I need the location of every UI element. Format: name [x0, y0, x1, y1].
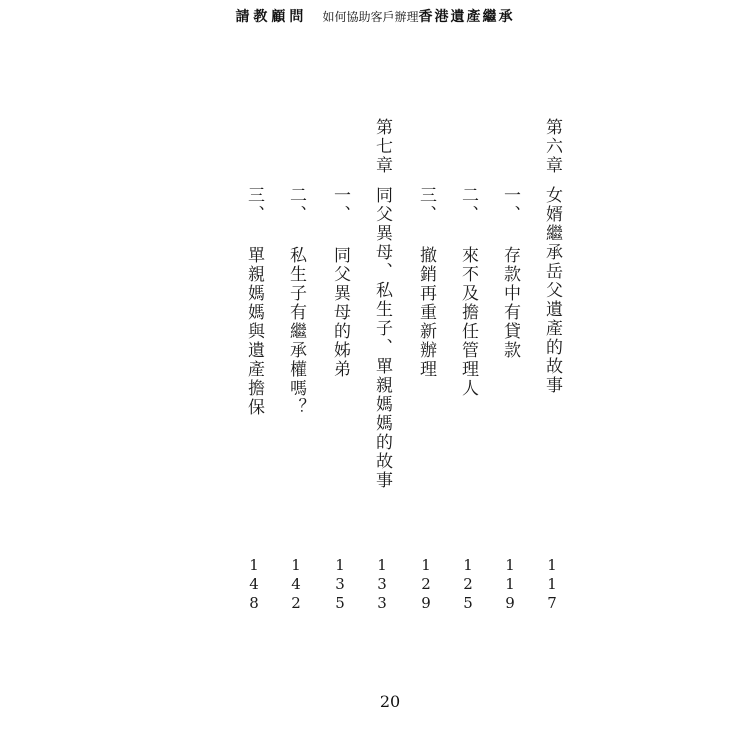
toc-page-number [328, 556, 352, 613]
toc-number: 一、 [330, 186, 350, 224]
running-header [0, 6, 750, 26]
toc-number: 第七章 [372, 118, 392, 175]
toc-section [456, 118, 480, 618]
toc-number: 第六章 [542, 118, 562, 175]
page-digit: 4 [291, 575, 301, 593]
page-digit: 2 [421, 575, 431, 593]
toc-title: 來不及擔任管理人 [458, 246, 478, 398]
toc-title: 單親媽媽與遺產擔保 [244, 246, 264, 417]
page-digit: 1 [377, 556, 387, 574]
toc-page-number [242, 556, 266, 613]
page-digit: 3 [335, 575, 345, 593]
toc-title: 女婿繼承岳父遺產的故事 [542, 186, 562, 395]
page-digit: 3 [377, 594, 387, 612]
toc-section [414, 118, 438, 618]
header-title: 香港遺產繼承 [418, 9, 515, 25]
page-number: 20 [379, 692, 401, 711]
toc-title: 撤銷再重新辦理 [416, 246, 436, 379]
page-digit: 2 [463, 575, 473, 593]
toc-section [498, 118, 522, 618]
page-digit: 2 [291, 594, 301, 612]
toc-number: 三、 [416, 186, 436, 224]
page-digit: 4 [249, 575, 259, 593]
toc-number: 二、 [286, 186, 306, 224]
toc-title: 同父異母、私生子、單親媽媽的故事 [372, 186, 392, 490]
page-digit: 5 [335, 594, 345, 612]
page-digit: 8 [249, 594, 259, 612]
toc-chapter-6 [540, 118, 564, 618]
toc-page-number [370, 556, 394, 613]
page-digit: 9 [505, 594, 515, 612]
page-digit: 7 [547, 594, 557, 612]
toc-number: 三、 [244, 186, 264, 224]
page-digit: 5 [463, 594, 473, 612]
toc-section [242, 118, 266, 618]
toc-number: 二、 [458, 186, 478, 224]
toc-chapter-7 [370, 118, 394, 618]
toc-page-number [284, 556, 308, 613]
header-brand: 請教顧問 [235, 9, 308, 25]
toc-page-number [540, 556, 564, 613]
header-subtitle: 如何協助客戶辦理 [322, 10, 419, 24]
toc-title: 同父異母的姊弟 [330, 246, 350, 379]
page-digit: 1 [291, 556, 301, 574]
page-digit: 1 [547, 556, 557, 574]
page-digit: 9 [421, 594, 431, 612]
toc-title: 私生子有繼承權嗎？ [286, 246, 306, 417]
toc-page-number [414, 556, 438, 613]
page-digit: 1 [547, 575, 557, 593]
toc-number: 一、 [500, 186, 520, 224]
toc-section [284, 118, 308, 618]
toc-page-number [456, 556, 480, 613]
page-digit: 1 [249, 556, 259, 574]
toc-section [328, 118, 352, 618]
page-digit: 1 [505, 575, 515, 593]
toc-title: 存款中有貸款 [500, 246, 520, 360]
page-digit: 1 [463, 556, 473, 574]
page-digit: 1 [335, 556, 345, 574]
page-digit: 3 [377, 575, 387, 593]
page-digit: 1 [421, 556, 431, 574]
toc-page-number [498, 556, 522, 613]
page-digit: 1 [505, 556, 515, 574]
